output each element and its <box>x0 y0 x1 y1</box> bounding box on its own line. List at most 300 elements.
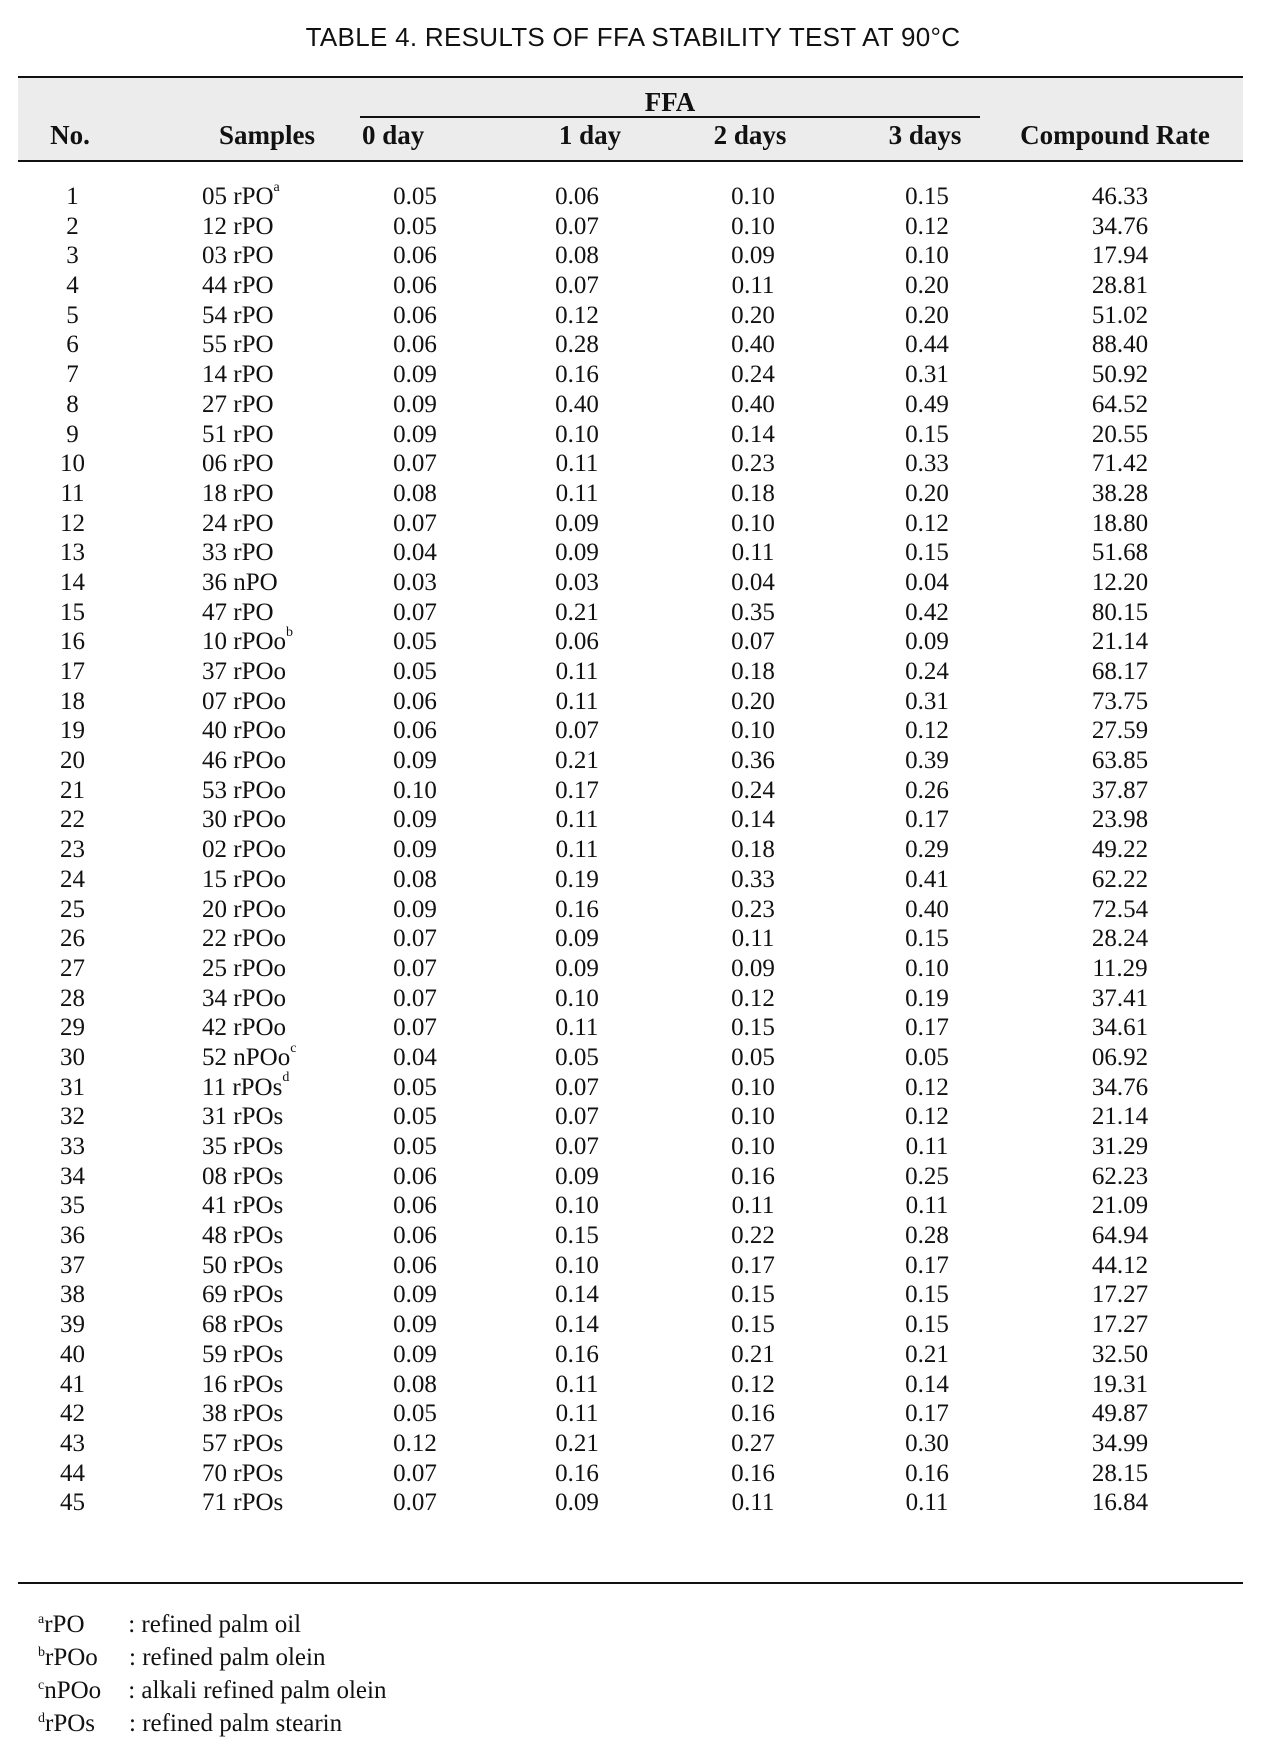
cell-day1: 0.14 <box>555 1311 599 1339</box>
cell-sample <box>202 509 372 539</box>
cell-day2: 0.36 <box>731 747 775 775</box>
sample-name: 18 rPO <box>202 479 274 507</box>
cell-day1: 0.08 <box>555 242 599 270</box>
table-row <box>0 271 1266 301</box>
cell-sample <box>202 598 372 628</box>
cell-day3: 0.31 <box>905 361 949 389</box>
cell-day1: 0.21 <box>555 1429 599 1457</box>
table-row <box>0 1102 1266 1132</box>
cell-compound-rate: 49.22 <box>1091 836 1149 864</box>
table-row <box>0 895 1266 925</box>
cell-compound-rate: 21.14 <box>1091 1103 1149 1131</box>
cell-sample <box>202 179 372 212</box>
cell-day0: 0.03 <box>393 568 437 596</box>
footnote-text: : alkali refined palm olein <box>128 1677 387 1704</box>
footnote-marker: c <box>290 1040 297 1056</box>
cell-compound-rate: 12.20 <box>1091 568 1149 596</box>
cell-day1: 0.09 <box>555 1489 599 1517</box>
sample-name: 57 rPOs <box>202 1429 284 1457</box>
cell-no: 24 <box>60 865 85 893</box>
cell-day2: 0.18 <box>731 658 775 685</box>
sample-name: 24 rPO <box>202 509 274 537</box>
cell-no: 5 <box>66 301 79 329</box>
cell-day0: 0.12 <box>393 1429 437 1457</box>
cell-day2: 0.22 <box>731 1222 775 1250</box>
cell-no: 1 <box>66 183 79 210</box>
cell-compound-rate: 46.33 <box>1091 183 1149 210</box>
sample-name: 55 rPO <box>202 331 274 359</box>
cell-day2: 0.15 <box>731 1311 775 1339</box>
cell-day2: 0.40 <box>731 390 775 418</box>
cell-day1: 0.11 <box>555 806 599 834</box>
sample-name: 52 nPOo <box>202 1043 291 1071</box>
cell-day1: 0.07 <box>555 212 599 240</box>
cell-sample <box>202 212 372 242</box>
cell-day0: 0.04 <box>393 539 437 567</box>
cell-sample <box>202 330 372 360</box>
cell-no: 35 <box>60 1192 85 1220</box>
cell-day0: 0.09 <box>393 361 437 389</box>
cell-sample <box>202 1191 372 1221</box>
cell-compound-rate: 28.81 <box>1091 272 1149 300</box>
cell-no: 18 <box>60 687 85 715</box>
cell-no: 15 <box>60 598 85 626</box>
cell-no: 10 <box>60 450 85 478</box>
cell-day0: 0.05 <box>393 1133 437 1160</box>
cell-day0: 0.07 <box>393 925 437 953</box>
cell-no: 37 <box>60 1251 85 1279</box>
cell-no: 3 <box>66 242 79 270</box>
sample-name: 69 rPOs <box>202 1281 284 1309</box>
cell-compound-rate: 72.54 <box>1091 895 1149 923</box>
cell-day2: 0.11 <box>731 925 775 953</box>
cell-day3: 0.15 <box>905 925 949 953</box>
table-row <box>0 179 1266 212</box>
table-row <box>0 360 1266 390</box>
cell-compound-rate: 21.14 <box>1091 628 1149 656</box>
header-day2: 2 days <box>713 120 787 150</box>
sample-name: 02 rPOo <box>202 836 287 864</box>
cell-day0: 0.09 <box>393 1281 437 1309</box>
cell-no: 23 <box>60 836 85 864</box>
cell-day1: 0.14 <box>555 1281 599 1309</box>
cell-day2: 0.24 <box>731 776 775 804</box>
cell-sample <box>202 984 372 1014</box>
cell-no: 43 <box>60 1429 85 1457</box>
cell-day3: 0.41 <box>905 865 949 893</box>
cell-day3: 0.16 <box>905 1459 949 1487</box>
cell-day3: 0.11 <box>905 1192 949 1220</box>
footnotes <box>38 1610 386 1742</box>
cell-day0: 0.09 <box>393 390 437 418</box>
header-day3: 3 days <box>888 120 962 150</box>
cell-compound-rate: 80.15 <box>1091 598 1149 626</box>
cell-day0: 0.05 <box>393 628 437 656</box>
cell-day3: 0.15 <box>905 1311 949 1339</box>
footnote-item <box>38 1643 386 1676</box>
cell-day0: 0.07 <box>393 1014 437 1042</box>
cell-day2: 0.10 <box>731 717 775 745</box>
cell-day3: 0.17 <box>905 806 949 834</box>
cell-day1: 0.07 <box>555 272 599 300</box>
cell-compound-rate: 28.24 <box>1091 925 1149 953</box>
sample-name: 36 nPO <box>202 568 278 596</box>
cell-no: 28 <box>60 984 85 1012</box>
cell-day1: 0.11 <box>555 1400 599 1428</box>
cell-no: 39 <box>60 1311 85 1339</box>
cell-day0: 0.06 <box>393 1222 437 1250</box>
cell-day3: 0.12 <box>905 509 949 537</box>
cell-day0: 0.10 <box>393 776 437 804</box>
cell-day2: 0.09 <box>731 242 775 270</box>
sample-name: 35 rPOs <box>202 1133 284 1160</box>
cell-compound-rate: 34.99 <box>1091 1429 1149 1457</box>
table-row <box>0 1191 1266 1221</box>
cell-compound-rate: 51.02 <box>1091 301 1149 329</box>
cell-compound-rate: 27.59 <box>1091 717 1149 745</box>
cell-day1: 0.11 <box>555 658 599 685</box>
cell-day0: 0.08 <box>393 1370 437 1398</box>
cell-compound-rate: 06.92 <box>1091 1043 1149 1071</box>
cell-day1: 0.11 <box>555 1014 599 1042</box>
table-row <box>0 479 1266 509</box>
cell-day0: 0.09 <box>393 1311 437 1339</box>
cell-sample <box>202 657 372 687</box>
cell-day3: 0.12 <box>905 212 949 240</box>
cell-day3: 0.19 <box>905 984 949 1012</box>
table-row <box>0 687 1266 717</box>
cell-day0: 0.09 <box>393 895 437 923</box>
sample-name: 46 rPOo <box>202 747 287 775</box>
cell-day3: 0.40 <box>905 895 949 923</box>
cell-sample <box>202 1251 372 1281</box>
cell-no: 12 <box>60 509 85 537</box>
cell-compound-rate: 37.87 <box>1091 776 1149 804</box>
sample-name: 71 rPOs <box>202 1489 284 1517</box>
cell-no: 45 <box>60 1489 85 1517</box>
table-row <box>0 716 1266 746</box>
cell-day1: 0.17 <box>555 776 599 804</box>
cell-sample <box>202 271 372 301</box>
cell-day1: 0.15 <box>555 1222 599 1250</box>
cell-day1: 0.21 <box>555 747 599 775</box>
cell-day3: 0.17 <box>905 1400 949 1428</box>
sample-name: 11 rPOs <box>202 1073 283 1101</box>
cell-day3: 0.17 <box>905 1251 949 1279</box>
cell-day0: 0.06 <box>393 1251 437 1279</box>
cell-day0: 0.07 <box>393 598 437 626</box>
cell-day3: 0.15 <box>905 1281 949 1309</box>
cell-sample <box>202 1340 372 1370</box>
cell-day1: 0.11 <box>555 450 599 478</box>
table-row <box>0 805 1266 835</box>
cell-compound-rate: 32.50 <box>1091 1340 1149 1368</box>
cell-compound-rate: 17.94 <box>1091 242 1149 270</box>
cell-no: 40 <box>60 1340 85 1368</box>
sample-name: 20 rPOo <box>202 895 287 923</box>
cell-day3: 0.24 <box>905 658 949 685</box>
cell-day2: 0.33 <box>731 865 775 893</box>
cell-sample <box>202 449 372 479</box>
cell-day2: 0.12 <box>731 1370 775 1398</box>
top-rule <box>18 76 1243 78</box>
sample-name: 38 rPOs <box>202 1400 284 1428</box>
header-samples: Samples <box>218 120 316 150</box>
cell-compound-rate: 18.80 <box>1091 509 1149 537</box>
cell-sample <box>202 1013 372 1043</box>
cell-sample <box>202 1221 372 1251</box>
cell-sample <box>202 1429 372 1459</box>
sample-name: 51 rPO <box>202 420 274 448</box>
table-row <box>0 1370 1266 1400</box>
cell-day1: 0.16 <box>555 1340 599 1368</box>
cell-day2: 0.20 <box>731 687 775 715</box>
cell-compound-rate: 17.27 <box>1091 1311 1149 1339</box>
sample-name: 54 rPO <box>202 301 274 329</box>
cell-compound-rate: 62.23 <box>1091 1162 1149 1190</box>
cell-compound-rate: 17.27 <box>1091 1281 1149 1309</box>
sample-name: 12 rPO <box>202 212 274 240</box>
cell-day3: 0.17 <box>905 1014 949 1042</box>
cell-sample <box>202 538 372 568</box>
cell-day0: 0.09 <box>393 1340 437 1368</box>
footnote-marker: c <box>38 1678 45 1693</box>
header-no: No. <box>50 120 90 150</box>
cell-compound-rate: 31.29 <box>1091 1133 1149 1160</box>
cell-day2: 0.40 <box>731 331 775 359</box>
cell-sample <box>202 687 372 717</box>
cell-compound-rate: 63.85 <box>1091 747 1149 775</box>
cell-compound-rate: 34.61 <box>1091 1014 1149 1042</box>
bottom-rule <box>18 1582 1243 1584</box>
cell-sample <box>202 420 372 450</box>
cell-day3: 0.12 <box>905 717 949 745</box>
cell-day1: 0.12 <box>555 301 599 329</box>
cell-day3: 0.20 <box>905 301 949 329</box>
cell-day0: 0.07 <box>393 450 437 478</box>
table-row <box>0 420 1266 450</box>
cell-sample <box>202 895 372 925</box>
cell-day2: 0.10 <box>731 183 775 210</box>
cell-sample <box>202 1040 372 1073</box>
cell-sample <box>202 624 372 657</box>
sample-name: 27 rPO <box>202 390 274 418</box>
sample-name: 37 rPOo <box>202 658 287 685</box>
cell-day2: 0.35 <box>731 598 775 626</box>
cell-day3: 0.11 <box>905 1489 949 1517</box>
cell-day1: 0.11 <box>555 836 599 864</box>
sample-name: 03 rPO <box>202 242 274 270</box>
cell-no: 41 <box>60 1370 85 1398</box>
table-row <box>0 598 1266 628</box>
cell-sample <box>202 865 372 895</box>
cell-day3: 0.49 <box>905 390 949 418</box>
sample-name: 25 rPOo <box>202 954 287 982</box>
cell-day2: 0.10 <box>731 509 775 537</box>
cell-no: 25 <box>60 895 85 923</box>
cell-day1: 0.09 <box>555 509 599 537</box>
cell-compound-rate: 11.29 <box>1092 954 1148 982</box>
cell-sample <box>202 301 372 331</box>
cell-day2: 0.11 <box>731 539 775 567</box>
cell-day1: 0.11 <box>555 687 599 715</box>
cell-day0: 0.06 <box>393 272 437 300</box>
cell-day2: 0.18 <box>731 836 775 864</box>
cell-no: 34 <box>60 1162 85 1190</box>
table-row <box>0 568 1266 598</box>
cell-no: 21 <box>60 776 85 804</box>
cell-compound-rate: 64.52 <box>1091 390 1149 418</box>
sample-name: 06 rPO <box>202 450 274 478</box>
cell-compound-rate: 64.94 <box>1091 1222 1149 1250</box>
cell-day0: 0.05 <box>393 1103 437 1131</box>
cell-day2: 0.10 <box>731 1073 775 1101</box>
cell-day0: 0.05 <box>393 183 437 210</box>
cell-day2: 0.16 <box>731 1400 775 1428</box>
cell-day3: 0.05 <box>905 1043 949 1071</box>
table-row <box>0 776 1266 806</box>
cell-day2: 0.20 <box>731 301 775 329</box>
cell-compound-rate: 50.92 <box>1091 361 1149 389</box>
cell-day3: 0.21 <box>905 1340 949 1368</box>
cell-day0: 0.08 <box>393 479 437 507</box>
cell-no: 27 <box>60 954 85 982</box>
sample-name: 59 rPOs <box>202 1340 284 1368</box>
table-row <box>0 330 1266 360</box>
cell-day2: 0.09 <box>731 954 775 982</box>
footnote-marker: d <box>282 1070 290 1086</box>
sample-name: 07 rPOo <box>202 687 287 715</box>
cell-day3: 0.15 <box>905 539 949 567</box>
table-row <box>0 1399 1266 1429</box>
cell-day3: 0.15 <box>905 420 949 448</box>
table-title: TABLE 4. RESULTS OF FFA STABILITY TEST AT 90°C <box>305 22 961 52</box>
cell-sample <box>202 1280 372 1310</box>
cell-day1: 0.05 <box>555 1043 599 1071</box>
cell-day3: 0.31 <box>905 687 949 715</box>
cell-day2: 0.15 <box>731 1281 775 1309</box>
footnote-marker: d <box>38 1711 45 1726</box>
cell-day3: 0.30 <box>905 1429 949 1457</box>
cell-day2: 0.17 <box>731 1251 775 1279</box>
sample-name: 50 rPOs <box>202 1251 284 1279</box>
cell-day0: 0.07 <box>393 509 437 537</box>
sample-name: 48 rPOs <box>202 1222 284 1250</box>
cell-sample <box>202 805 372 835</box>
cell-day3: 0.10 <box>905 954 949 982</box>
sample-name: 14 rPO <box>202 361 274 389</box>
cell-compound-rate: 51.68 <box>1091 539 1149 567</box>
cell-day2: 0.07 <box>731 628 775 656</box>
cell-day0: 0.06 <box>393 687 437 715</box>
cell-sample <box>202 746 372 776</box>
cell-sample <box>202 776 372 806</box>
table-row <box>0 241 1266 271</box>
cell-no: 33 <box>60 1133 85 1160</box>
cell-day3: 0.09 <box>905 628 949 656</box>
footnote-marker: a <box>38 1612 45 1627</box>
table-row <box>0 835 1266 865</box>
cell-day0: 0.09 <box>393 806 437 834</box>
cell-day1: 0.10 <box>555 420 599 448</box>
cell-day3: 0.15 <box>905 183 949 210</box>
cell-no: 20 <box>60 747 85 775</box>
cell-sample <box>202 1370 372 1400</box>
table-row <box>0 212 1266 242</box>
footnote-item <box>38 1676 386 1709</box>
cell-day3: 0.28 <box>905 1222 949 1250</box>
cell-sample <box>202 1162 372 1192</box>
cell-day2: 0.23 <box>731 450 775 478</box>
footnote-abbreviation: rPOs <box>45 1710 96 1737</box>
table-row <box>0 1162 1266 1192</box>
cell-day0: 0.05 <box>393 658 437 685</box>
cell-no: 44 <box>60 1459 85 1487</box>
cell-day0: 0.05 <box>393 212 437 240</box>
cell-day1: 0.09 <box>555 1162 599 1190</box>
cell-day0: 0.05 <box>393 1073 437 1101</box>
cell-day0: 0.07 <box>393 954 437 982</box>
cell-day1: 0.16 <box>555 1459 599 1487</box>
cell-day3: 0.42 <box>905 598 949 626</box>
cell-compound-rate: 34.76 <box>1091 1073 1149 1101</box>
cell-day3: 0.33 <box>905 450 949 478</box>
cell-no: 2 <box>66 212 79 240</box>
cell-day1: 0.07 <box>555 717 599 745</box>
cell-day2: 0.27 <box>731 1429 775 1457</box>
sample-name: 05 rPO <box>202 183 274 210</box>
sample-name: 34 rPOo <box>202 984 287 1012</box>
cell-day0: 0.09 <box>393 420 437 448</box>
cell-day1: 0.10 <box>555 1251 599 1279</box>
sample-name: 40 rPOo <box>202 717 287 745</box>
cell-sample <box>202 241 372 271</box>
cell-day1: 0.07 <box>555 1103 599 1131</box>
table-row <box>0 1013 1266 1043</box>
footnote-text: : refined palm stearin <box>129 1710 343 1737</box>
cell-sample <box>202 1310 372 1340</box>
table-row <box>0 538 1266 568</box>
cell-day0: 0.06 <box>393 717 437 745</box>
cell-no: 32 <box>60 1103 85 1131</box>
cell-day2: 0.16 <box>731 1162 775 1190</box>
footnote-item <box>38 1610 386 1643</box>
cell-compound-rate: 49.87 <box>1091 1400 1149 1428</box>
sample-name: 47 rPO <box>202 598 274 626</box>
table-row <box>0 1488 1266 1518</box>
cell-compound-rate: 71.42 <box>1091 450 1149 478</box>
cell-day3: 0.04 <box>905 568 949 596</box>
header-bottom-rule <box>18 160 1243 162</box>
cell-sample <box>202 1399 372 1429</box>
cell-day2: 0.10 <box>731 1103 775 1131</box>
cell-day1: 0.06 <box>555 628 599 656</box>
cell-day0: 0.09 <box>393 747 437 775</box>
cell-day3: 0.10 <box>905 242 949 270</box>
cell-day1: 0.28 <box>555 331 599 359</box>
cell-day1: 0.19 <box>555 865 599 893</box>
cell-sample <box>202 568 372 598</box>
cell-day2: 0.11 <box>731 272 775 300</box>
cell-day1: 0.07 <box>555 1133 599 1160</box>
cell-day2: 0.12 <box>731 984 775 1012</box>
table-row <box>0 1280 1266 1310</box>
header-ffa: FFA <box>644 87 696 117</box>
sample-name: 44 rPO <box>202 272 274 300</box>
table-row <box>0 924 1266 954</box>
sample-name: 10 rPOo <box>202 628 287 656</box>
sample-name: 33 rPO <box>202 539 274 567</box>
